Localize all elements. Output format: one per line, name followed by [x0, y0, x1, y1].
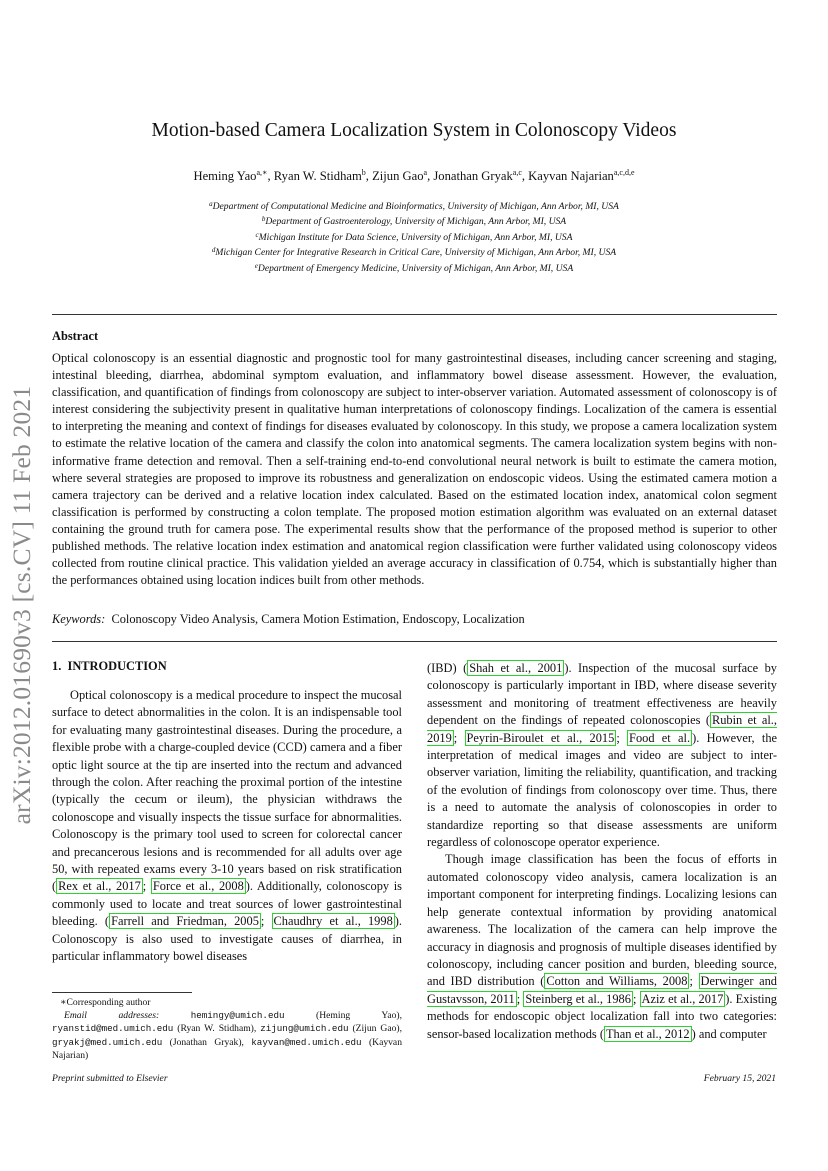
citation-link[interactable]: Chaudhry et al., 1998 [273, 914, 393, 929]
intro-paragraph-2 [427, 851, 777, 1042]
corresponding-author-note: ∗Corresponding author [60, 997, 151, 1008]
author-affiliation-marker: a,c [512, 168, 522, 177]
citation-link[interactable]: Steinberg et al., 1986 [525, 991, 631, 1006]
body-text: ). Existing methods for endoscopic object localization fall into two categories: sensor-based localization methods ( [427, 991, 777, 1041]
citation-link[interactable]: Rex et al., 2017 [58, 879, 141, 894]
body-text: ; [260, 914, 272, 929]
affiliation-marker: e [254, 261, 258, 270]
email-owner: (Jonathan Gryak), [162, 1036, 252, 1048]
footnote-rule [52, 992, 192, 993]
citation-link[interactable]: Aziz et al., 2017 [641, 991, 724, 1006]
citation-link[interactable]: Force et al., 2008 [152, 879, 244, 894]
section-title-text: INTRODUCTION [67, 659, 167, 673]
body-text: ). However, the interpretation of medical images and video are subject to inter-observer variation, limiting the reliability, quantification, and tracking of the evolution of findings from colonoscopy over time. Thus, there is a need to automate the analysis of colonoscopies in order to standardize reporting so that disease assessments are uniform regardless of colonoscope operator experience. [427, 730, 778, 850]
citation-link[interactable]: Farrell and Friedman, 2005 [111, 914, 259, 929]
body-text: ; [632, 991, 640, 1006]
citation-link[interactable]: Derwinger and Gustavsson, 2011 [427, 974, 777, 1006]
footnotes [52, 996, 402, 1062]
affiliation-marker: b [261, 215, 266, 224]
author-affiliation-marker: a,c,d,e [613, 168, 635, 177]
affiliation-line [0, 213, 828, 228]
email-owner: (Kayvan Najarian) [52, 1036, 402, 1061]
author-name: Heming Yao [193, 169, 257, 183]
affiliation-marker: a [209, 200, 213, 208]
left-column [52, 687, 402, 966]
citation-link[interactable]: Shah et al., 2001 [469, 661, 563, 675]
section-number: 1. [52, 659, 62, 673]
affiliation-line [0, 260, 828, 275]
author-affiliation-marker: b [361, 168, 366, 177]
body-text: Though image classification has been the focus of efforts in automated colonoscopy video analysis, camera localization is an important component for interpreting findings. Localizing lesions can help generate contextual information by providing anatomical awareness. The localization of the camera can help improve the accuracy in diagnosis and prognosis of multiple diseases identified by colonoscopy, including cancer position and burden, bleeding source, and IBD distribution ( [427, 852, 777, 989]
author-affiliation-marker: a,∗ [256, 168, 268, 177]
affiliation-line [0, 198, 828, 213]
arxiv-identifier-stamp: arXiv:2012.01690v3 [cs.CV] 11 Feb 2021 [7, 385, 36, 825]
body-text: ). Additionally, colonoscopy is commonly used to locate and treat sources of lower gastrointestinal bleeding. ( [52, 879, 402, 929]
citation-link[interactable]: Cotton and Williams, 2008 [546, 974, 688, 989]
author-separator: , [427, 169, 434, 183]
email-addresses [52, 1009, 402, 1062]
footer-preprint-note: Preprint submitted to Elsevier [52, 1073, 168, 1084]
citation-link[interactable]: Peyrin-Biroulet et al., 2015 [466, 730, 615, 745]
affiliation-text: Department of Emergency Medicine, University of Michigan, Ann Arbor, MI, USA [257, 262, 574, 274]
right-column [427, 660, 777, 1043]
email-address[interactable]: kayvan@med.umich.edu [251, 1036, 362, 1048]
email-address[interactable]: ryanstid@med.umich.edu [52, 1023, 174, 1035]
citation-link[interactable]: Than et al., 2012 [605, 1026, 690, 1041]
footer-date: February 15, 2021 [703, 1073, 776, 1084]
affiliation-text: Department of Gastroenterology, University of Michigan, Ann Arbor, MI, USA [265, 216, 567, 228]
email-address[interactable]: gryakj@med.umich.edu [52, 1036, 163, 1048]
intro-paragraph-1 [52, 687, 402, 966]
affiliation-text: Michigan Institute for Data Science, University of Michigan, Ann Arbor, MI, USA [258, 231, 573, 243]
author-affiliation-marker: a [423, 168, 428, 177]
keywords-line [52, 612, 777, 627]
affiliation-list [0, 198, 828, 275]
section-heading [52, 659, 167, 674]
body-text: ). Colonoscopy is also used to investigate causes of diarrhea, in particular inflammatory bowel diseases [52, 914, 402, 964]
author-list [0, 168, 828, 184]
email-owner: (Ryan W. Stidham), [173, 1023, 261, 1035]
author-separator: , [365, 169, 373, 183]
body-text: ; [453, 730, 465, 745]
abstract-body: Optical colonoscopy is an essential diagnostic and prognostic tool for many gastrointestinal diseases, including cancer screening and staging, intestinal bleeding, diarrhea, abdominal symptom evaluation, and inflammatory bowel disease assessment. However, the evaluation, classification, and quantification of findings from colonoscopy are subject to inter-observer variation. Automated assessment of colonoscopy is of interest considering the subjectivity present in qualitative human interpretations of colonoscopy findings. Localization of the camera is essential to interpreting the meaning and context of findings for diseases evaluated by colonoscopy. In this study, we propose a camera localization system to estimate the relative location of the camera and classify the colon into anatomical segments. The camera localization system begins with non-informative frame detection and removal. Then a self-training end-to-end convolutional neural network is built to estimate the camera motion, where several strategies are proposed to improve its robustness and generalization on endoscopic videos. Using the estimated camera motion a camera trajectory can be derived and a relative location index calculated. Based on the estimated location index, anatomical colon segment classification is performed by constructing a colon template. The proposed motion estimation algorithm was evaluated on an external dataset containing the ground truth for camera pose. The experimental results show that the performance of the proposed method is superior to other published methods. The relative location index estimation and anatomical region classification were further validated using colonoscopy videos collected from routine clinical practice. This validation yielded an average accuracy in classification of 0.754, which is substantially higher than the performances obtained using location indices built from other methods. [52, 351, 777, 588]
email-address[interactable]: zijung@umich.edu [260, 1023, 349, 1035]
author-name: Zijun Gao [372, 169, 424, 183]
affiliation-line [0, 229, 828, 244]
author-name: Jonathan Gryak [433, 169, 513, 183]
abstract-heading: Abstract [52, 329, 99, 343]
citation-link[interactable]: Rubin et al., 2019 [427, 713, 777, 745]
body-text: ; [142, 879, 151, 894]
body-text: (IBD) ( [427, 661, 468, 675]
body-text: ; [689, 974, 699, 989]
email-owner: (Zijun Gao), [348, 1023, 402, 1035]
affiliation-line [0, 244, 828, 259]
body-text: ). Inspection of the mucosal surface by colonoscopy is particularly important in IBD, where disease severity assessment and monitoring of treatment effectiveness are heavily dependent on the findings of repeated colonoscopies ( [427, 661, 777, 728]
author-name: Ryan W. Stidham [273, 169, 362, 183]
email-owner: (Heming Yao), [284, 1010, 402, 1022]
body-text: Optical colonoscopy is a medical procedure to inspect the mucosal surface to detect abnormalities in the colon. It is an indispensable tool for evaluating many gastrointestinal diseases. During the procedure, a flexible probe with a charge-coupled device (CCD) camera and a fiber optic light source at the tip are inserted into the rectum and advanced through the colon. After reaching the proximal portion of the intestine (typically the cecum or ileum), the physician withdraws the colonoscope and visually inspects the tissue surface for abnormalities. Colonoscopy is the primary tool used to screen for colorectal cancer and precancerous lesions and is recommended for all adults over age 50, with repeated exams every 3-10 years based on risk stratification ( [52, 688, 402, 894]
author-name: Kayvan Najarian [528, 169, 614, 183]
keywords-text: Colonoscopy Video Analysis, Camera Motion Estimation, Endoscopy, Localization [111, 612, 525, 626]
abstract-top-rule [52, 314, 777, 315]
keywords-label: Keywords: [52, 612, 106, 626]
body-text: ; [616, 730, 628, 745]
affiliation-marker: d [211, 246, 216, 255]
intro-paragraph-1-continued [427, 660, 777, 851]
affiliation-text: Department of Computational Medicine and Bioinformatics, University of Michigan, Ann Arbor, MI, USA [212, 201, 619, 212]
citation-link[interactable]: Food et al. [629, 730, 691, 745]
body-text: ; [516, 991, 524, 1006]
email-label: Email addresses: [64, 1010, 160, 1022]
affiliation-text: Michigan Center for Integrative Research in Critical Care, University of Michigan, Ann Arbor, MI, USA [215, 247, 617, 259]
author-separator: , [267, 169, 274, 183]
paper-title: Motion-based Camera Localization System in Colonoscopy Videos [151, 120, 677, 141]
author-separator: , [521, 169, 529, 183]
affiliation-marker: c [255, 230, 259, 239]
abstract-bottom-rule [52, 641, 777, 642]
email-address[interactable]: hemingy@umich.edu [190, 1010, 285, 1022]
body-text: ) and computer [691, 1026, 767, 1041]
